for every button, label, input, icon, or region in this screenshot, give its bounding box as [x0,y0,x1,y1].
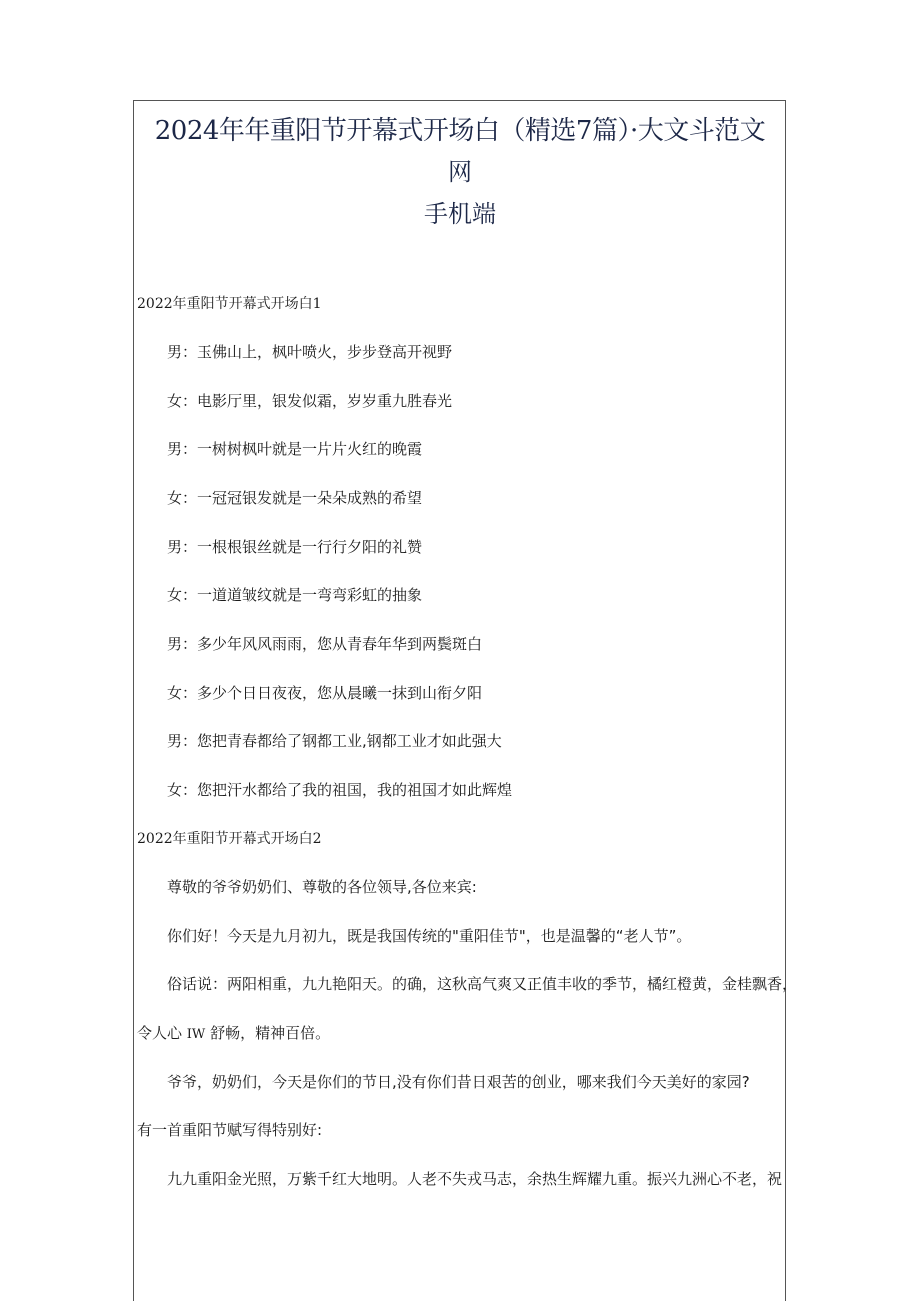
paragraph: 有一首重阳节赋写得特别好: [137,1121,323,1139]
paragraph-text: IW [186,1027,206,1042]
dialogue-line: 男：玉佛山上，枫叶喷火，步步登高开视野 [167,343,453,361]
paragraph-text: 舒畅，精神百倍。 [210,1024,331,1042]
dialogue-line: 男：您把青春都给了钢都工业,钢都工业才如此强大 [167,732,502,750]
greeting-paragraph: 尊敬的爷爷奶奶们、尊敬的各位领导,各位来宾: [167,878,477,896]
dialogue-line: 男：多少年风风雨雨，您从青春年华到两鬓斑白 [167,635,483,653]
paragraph: 俗话说：两阳相重，九九艳阳天。的确，这秋高气爽又正值丰收的季节，橘红橙黄，金桂飘香， [167,975,798,993]
section-1-heading: 2022年重阳节开幕式开场白1 [137,296,322,312]
document-title [138,116,782,229]
dialogue-line: 女：电影厅里，银发似霜，岁岁重九胜春光 [167,392,453,410]
paragraph: 你们好！今天是九月初九，既是我国传统的"重阳佳节"，也是温馨的“老人节”。 [167,927,692,945]
section-2-heading: 2022年重阳节开幕式开场白2 [137,831,322,847]
dialogue-line: 男：一根根银丝就是一行行夕阳的礼赞 [167,538,423,556]
dialogue-line: 女：多少个日日夜夜，您从晨曦一抹到山衔夕阳 [167,684,483,702]
dialogue-line: 男：一树树枫叶就是一片片火红的晚霞 [167,440,423,458]
paragraph: 九九重阳金光照，万紫千红大地明。人老不失戎马志，余热生辉耀九重。振兴九洲心不老，祝 [167,1170,783,1188]
dialogue-line: 女：您把汗水都给了我的祖国，我的祖国才如此辉煌 [167,781,513,799]
title-line-1: 2024年年重阳节开幕式开场白（精选7篇）·大文斗范文 [154,116,766,146]
title-line-3: 手机端 [424,200,496,228]
dialogue-line: 女：一道道皱纹就是一弯弯彩虹的抽象 [167,586,423,604]
paragraph-text: 令人心 [137,1024,183,1042]
paragraph-continuation [137,1023,330,1045]
title-line-2: 网 [448,158,472,186]
dialogue-line: 女：一冠冠银发就是一朵朵成熟的希望 [167,489,423,507]
paragraph: 爷爷，奶奶们，今天是你们的节日,没有你们昔日艰苦的创业，哪来我们今天美好的家园? [167,1073,750,1091]
